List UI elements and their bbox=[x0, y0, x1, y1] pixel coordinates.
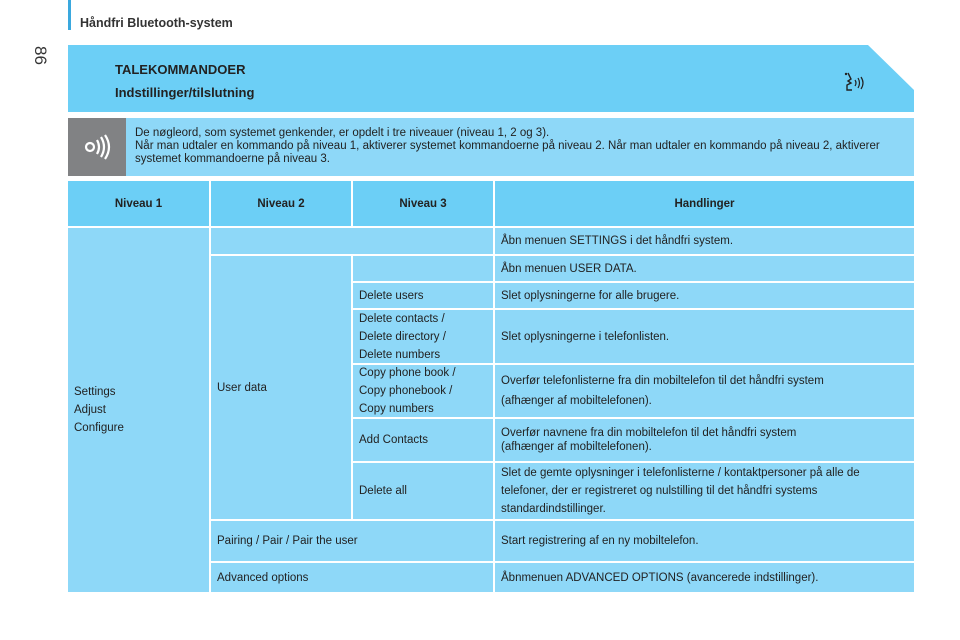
level3-command: Delete contacts / Delete directory / Delete numbers bbox=[353, 310, 493, 363]
banner-subtitle: Indstillinger/tilslutning bbox=[115, 85, 255, 100]
table-cell-empty bbox=[211, 228, 493, 254]
section-title: Håndfri Bluetooth-system bbox=[80, 16, 233, 30]
table-action: Åbn menuen SETTINGS i det håndfri system. bbox=[495, 228, 914, 254]
table-action: Start registrering af en ny mobiltelefon. bbox=[495, 521, 914, 561]
level2-user-data: User data bbox=[211, 256, 351, 519]
voice-waves-icon bbox=[68, 118, 126, 176]
section-bar bbox=[68, 0, 71, 30]
header-niveau-1: Niveau 1 bbox=[68, 181, 209, 226]
table-action: Slet oplysningerne i telefonlisten. bbox=[495, 310, 914, 363]
speaking-head-icon bbox=[842, 71, 870, 95]
banner bbox=[68, 45, 914, 112]
header-handlinger: Handlinger bbox=[495, 181, 914, 226]
table-action: Overfør navnene fra din mobiltelefon til det håndfri system (afhænger af mobiltelefonen). bbox=[495, 419, 914, 461]
page-number: 86 bbox=[31, 46, 50, 65]
level2-command: Pairing / Pair / Pair the user bbox=[211, 521, 493, 561]
level1-settings: Settings Adjust Configure bbox=[68, 228, 209, 592]
table-action: Slet de gemte oplysninger i telefonlisterne / kontaktpersoner på alle de telefoner, der er registreret og nulstilling til det håndfri systems standardindstillinger. bbox=[495, 463, 914, 519]
table-action: Åbn menuen USER DATA. bbox=[495, 256, 914, 281]
banner-title: TALEKOMMANDOER bbox=[115, 62, 246, 77]
header-niveau-3: Niveau 3 bbox=[353, 181, 493, 226]
table-action: Overfør telefonlisterne fra din mobiltelefon til det håndfri system (afhænger af mobiltelefonen). bbox=[495, 365, 914, 417]
level3-command: Copy phone book / Copy phonebook / Copy numbers bbox=[353, 365, 493, 417]
table-cell-empty bbox=[353, 256, 493, 281]
level2-command: Advanced options bbox=[211, 563, 493, 592]
level3-command: Add Contacts bbox=[353, 419, 493, 461]
level3-command: Delete users bbox=[353, 283, 493, 308]
header-niveau-2: Niveau 2 bbox=[211, 181, 351, 226]
info-text: De nøgleord, som systemet genkender, er opdelt i tre niveauer (niveau 1, 2 og 3). Når man udtaler en kommando på niveau 1, aktiverer systemet kommandoerne på niveau 2. Når man udtaler en kommando på niveau 2, aktiverer systemet kommandoerne på niveau 3. bbox=[135, 127, 880, 165]
table-action: Åbnmenuen ADVANCED OPTIONS (avancerede indstillinger). bbox=[495, 563, 914, 592]
level3-command: Delete all bbox=[353, 463, 493, 519]
table-action: Slet oplysningerne for alle brugere. bbox=[495, 283, 914, 308]
